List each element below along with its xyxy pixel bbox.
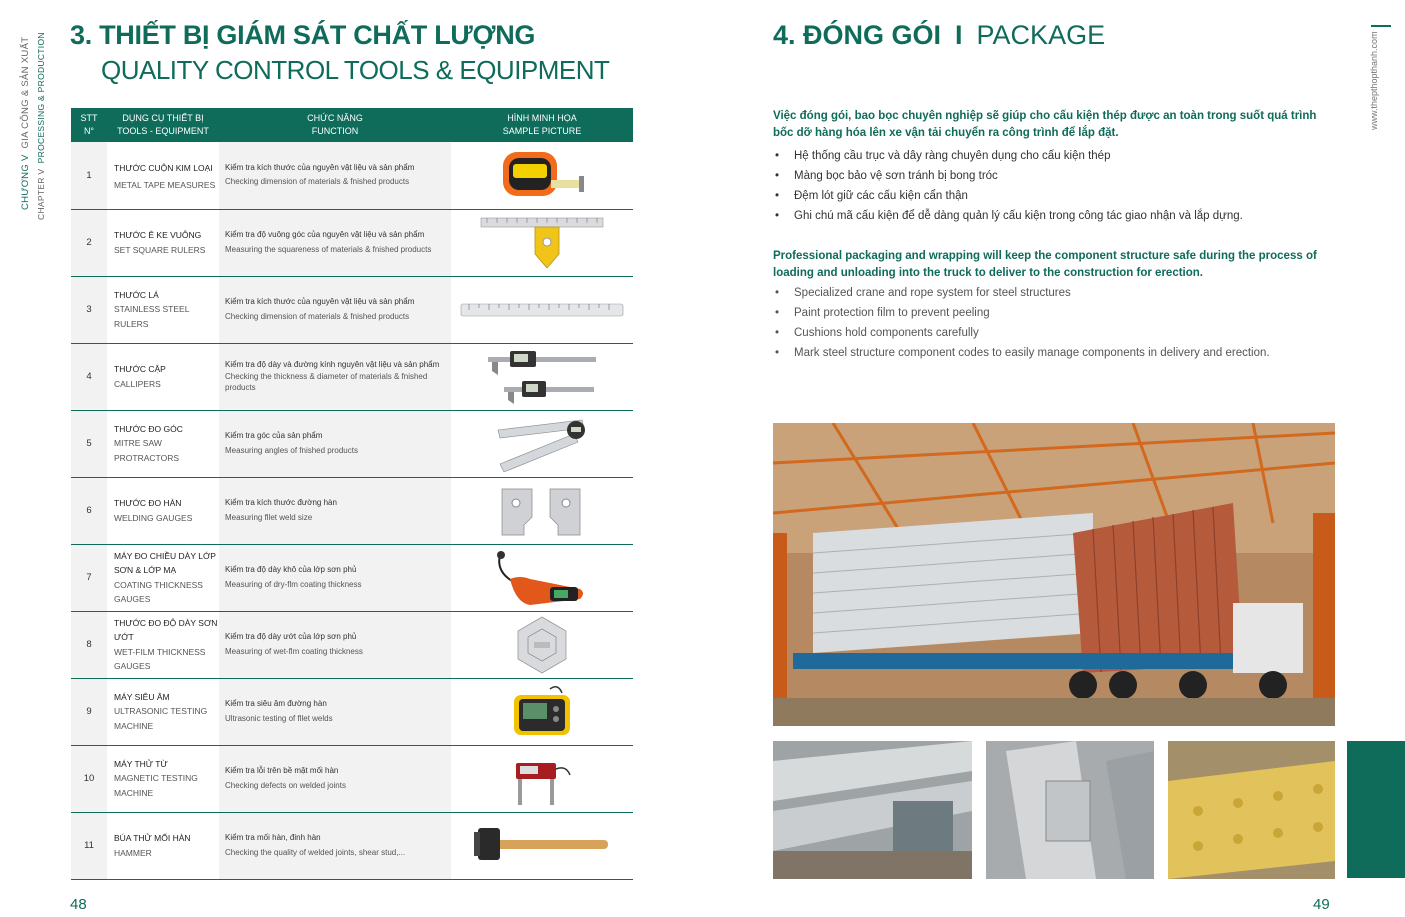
- tool-name: THƯỚC ĐO GÓC MITRE SAW PROTRACTORS: [107, 410, 219, 477]
- hammer-icon: [451, 812, 633, 879]
- row-number: 4: [71, 343, 107, 410]
- header-picture: HÌNH MINH HỌA SAMPLE PICTURE: [451, 108, 633, 142]
- list-item: • Ghi chú mã cấu kiện để dễ dàng quản lý cấu kiện trong công tác giao nhận và lắp dựng.: [773, 206, 1353, 226]
- table-row: [71, 477, 633, 544]
- list-item: • Specialized crane and rope system for steel structures: [773, 283, 1353, 303]
- list-item: • Hệ thống cầu trục và dây ràng chuyên dụng cho cấu kiện thép: [773, 146, 1353, 166]
- tool-function: Kiểm tra kích thước đường hàn Measuring fllet weld size: [219, 477, 451, 544]
- weld-gauge-icon: [451, 477, 633, 544]
- table-row: [71, 678, 633, 745]
- steel-wrapping-photo-1: [773, 741, 972, 879]
- table-row: [71, 276, 633, 343]
- row-number: 11: [71, 812, 107, 879]
- coating-gauge-icon: [451, 544, 633, 611]
- list-item: • Đệm lót giữ các cấu kiện cẩn thận: [773, 186, 1353, 206]
- tool-function: Kiểm tra kích thước của nguyên vật liệu và sản phẩm Checking dimension of materials & fnished products: [219, 276, 451, 343]
- chapter-label-vn: CHƯƠNG V GIA CÔNG & SẢN XUẤT: [20, 36, 31, 210]
- accent-tab: [1347, 741, 1405, 878]
- protractor-icon: [451, 410, 633, 477]
- table-row: [71, 209, 633, 276]
- tool-function: Kiểm tra góc của sản phẩm Measuring angles of fnished products: [219, 410, 451, 477]
- section-title-vn: 3. THIẾT BỊ GIÁM SÁT CHẤT LƯỢNG: [70, 20, 536, 50]
- table-row: [71, 544, 633, 611]
- magnetic-tester-icon: [451, 745, 633, 812]
- tool-name: MÁY THỬ TỪ MAGNETIC TESTING MACHINE: [107, 745, 219, 812]
- row-number: 5: [71, 410, 107, 477]
- tool-function: Kiểm tra độ vuông góc của nguyên vật liệu và sản phẩm Measuring the squareness of materials & fnished products: [219, 209, 451, 276]
- row-number: 7: [71, 544, 107, 611]
- row-number: 3: [71, 276, 107, 343]
- section-title-quality-control: [70, 20, 609, 86]
- tool-name: THƯỚC Ê KE VUÔNG SET SQUARE RULERS: [107, 209, 219, 276]
- calliper-icon: [451, 343, 633, 410]
- table-row: [71, 745, 633, 812]
- table-row: [71, 142, 633, 209]
- list-item: • Paint protection film to prevent peeling: [773, 303, 1353, 323]
- steel-wrapping-photo-2: [986, 741, 1154, 879]
- package-bullets-en: [773, 283, 1353, 363]
- ultrasonic-tester-icon: [451, 678, 633, 745]
- tool-function: Kiểm tra độ dày và đường kính nguyên vật liệu và sản phẩm Checking the thickness & diameter of materials & fnished products: [219, 343, 451, 410]
- tool-function: Kiểm tra siêu âm đường hàn Ultrasonic testing of fllet welds: [219, 678, 451, 745]
- website-url: www.thepthopthanh.com: [1369, 31, 1379, 130]
- row-number: 8: [71, 611, 107, 678]
- row-number: 1: [71, 142, 107, 209]
- list-item: • Màng bọc bảo vệ sơn tránh bị bong tróc: [773, 166, 1353, 186]
- steel-wrapping-photo-3: [1168, 741, 1335, 879]
- warehouse-loading-photo: [773, 423, 1335, 726]
- title-separator: I: [955, 20, 963, 50]
- tool-function: Kiểm tra độ dày khô của lớp sơn phủ Measuring of dry-flm coating thickness: [219, 544, 451, 611]
- table-header-row: [71, 108, 633, 142]
- chapter-label-en: CHAPTER V PROCESSING & PRODUCTION: [36, 32, 46, 220]
- row-number: 9: [71, 678, 107, 745]
- tape-measure-icon: [451, 142, 633, 209]
- tool-name: BÚA THỬ MỐI HÀN HAMMER: [107, 812, 219, 879]
- chapter-side-label: [14, 25, 54, 225]
- table-row: [71, 812, 633, 879]
- tool-name: THƯỚC CẶP CALLIPERS: [107, 343, 219, 410]
- website-side-label: [1361, 25, 1391, 135]
- steel-ruler-icon: [451, 276, 633, 343]
- page-number-right: 49: [1313, 896, 1330, 913]
- package-bullets-vn: [773, 146, 1353, 226]
- section-title-vn: 4. ĐÓNG GÓI: [773, 20, 942, 50]
- tool-name: THƯỚC LÁ STAINLESS STEEL RULERS: [107, 276, 219, 343]
- header-no: STT N°: [71, 108, 107, 142]
- table-row: [71, 410, 633, 477]
- row-number: 10: [71, 745, 107, 812]
- header-function: CHỨC NĂNG FUNCTION: [219, 108, 451, 142]
- tool-name: THƯỚC CUỘN KIM LOẠI METAL TAPE MEASURES: [107, 142, 219, 209]
- package-intro-en: Professional packaging and wrapping will keep the component structure safe during the process of loading and unloading into the truck to deliver to the construction for erection.: [773, 250, 1317, 280]
- list-item: • Mark steel structure component codes to easily manage components in delivery and erection.: [773, 343, 1353, 363]
- table-row: [71, 343, 633, 410]
- section-title-en: QUALITY CONTROL TOOLS & EQUIPMENT: [101, 55, 610, 85]
- tool-name: THƯỚC ĐO ĐỘ DÀY SƠN ƯỚT WET-FILM THICKNESS GAUGES: [107, 611, 219, 678]
- tool-name: MÁY SIÊU ÂM ULTRASONIC TESTING MACHINE: [107, 678, 219, 745]
- tool-name: MÁY ĐO CHIỀU DÀY LỚP SƠN & LỚP MẠ COATING THICKNESS GAUGES: [107, 544, 219, 611]
- wet-film-gauge-icon: [451, 611, 633, 678]
- section-title-en: PACKAGE: [976, 20, 1106, 50]
- package-intro-vn: Việc đóng gói, bao bọc chuyên nghiệp sẽ giúp cho cấu kiện thép được an toàn trong suốt quá trình bốc dỡ hàng hóa lên xe vận tải chuyển ra công trình để lắp đặt.: [773, 110, 1317, 140]
- table-row: [71, 611, 633, 678]
- tool-function: Kiểm tra lỗi trên bề mặt mối hàn Checking defects on welded joints: [219, 745, 451, 812]
- section-title-package: [773, 20, 1105, 51]
- tool-function: Kiểm tra mối hàn, đinh hàn Checking the quality of welded joints, shear stud,...: [219, 812, 451, 879]
- square-ruler-icon: [451, 209, 633, 276]
- header-tool: DỤNG CỤ THIẾT BỊ TOOLS - EQUIPMENT: [107, 108, 219, 142]
- list-item: • Cushions hold components carefully: [773, 323, 1353, 343]
- tool-function: Kiểm tra độ dày ướt của lớp sơn phủ Measuring of wet-flm coating thickness: [219, 611, 451, 678]
- accent-dash: [1371, 25, 1391, 27]
- page-number-left: 48: [70, 896, 87, 913]
- row-number: 6: [71, 477, 107, 544]
- tool-name: THƯỚC ĐO HÀN WELDING GAUGES: [107, 477, 219, 544]
- quality-tools-table: [71, 108, 633, 880]
- tool-function: Kiểm tra kích thước của nguyên vật liệu và sản phẩm Checking dimension of materials & fnished products: [219, 142, 451, 209]
- row-number: 2: [71, 209, 107, 276]
